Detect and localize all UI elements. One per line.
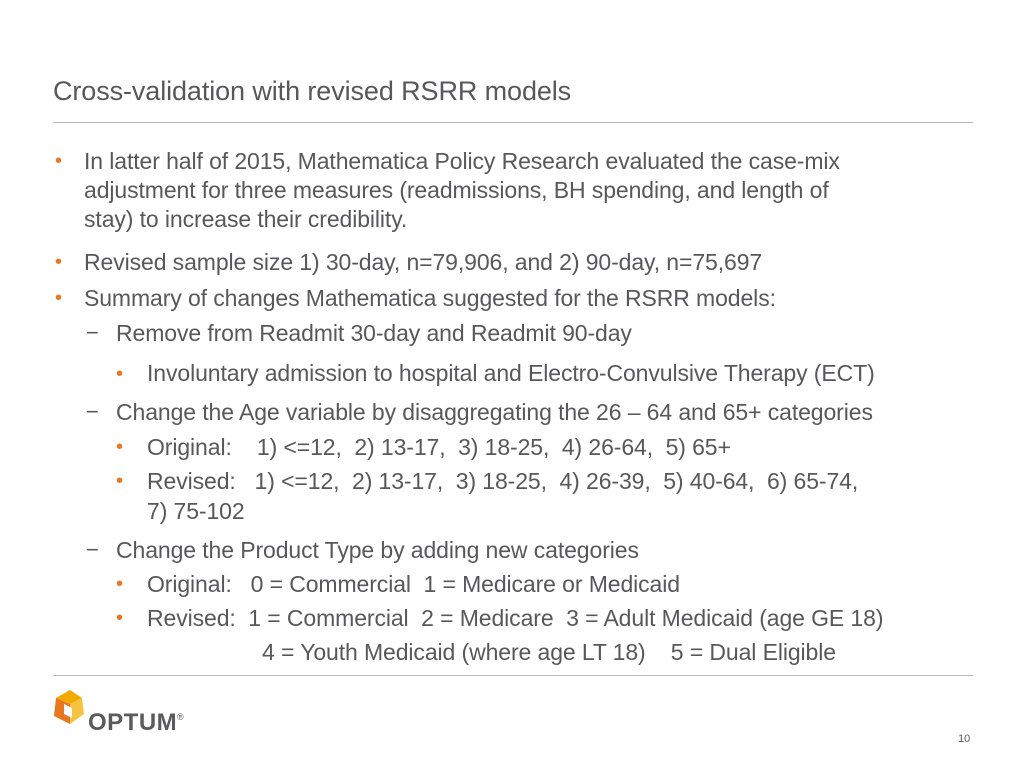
bullet-marker: • <box>116 573 124 595</box>
bullet-marker: • <box>116 607 124 629</box>
bullet-1-line-3: stay) to increase their credibility. <box>84 206 408 232</box>
footer-divider <box>53 675 973 676</box>
dash-marker: − <box>86 320 99 345</box>
title-divider <box>53 122 973 123</box>
sub-item-1: Remove from Readmit 30-day and Readmit 90-day <box>116 320 632 346</box>
sub-item-2-bullet-1: Original: 1) <=12, 2) 13-17, 3) 18-25, 4) 26-64, 5) 65+ <box>147 434 731 460</box>
sub-item-2: Change the Age variable by disaggregating the 26 – 64 and 65+ categories <box>116 399 873 425</box>
sub-item-3-bullet-2-line-2: 4 = Youth Medicaid (where age LT 18) 5 = Dual Eligible <box>262 639 836 665</box>
bullet-marker: • <box>55 150 63 172</box>
sub-item-1-bullet-1: Involuntary admission to hospital and Electro-Convulsive Therapy (ECT) <box>147 360 875 386</box>
dash-marker: − <box>86 399 99 424</box>
slide-title: Cross-validation with revised RSRR models <box>53 76 572 106</box>
bullet-marker: • <box>116 363 124 385</box>
sub-item-2-bullet-2-line-1: Revised: 1) <=12, 2) 13-17, 3) 18-25, 4) 26-39, 5) 40-64, 6) 65-74, <box>147 468 859 494</box>
sub-item-2-bullet-2-line-2: 7) 75-102 <box>147 498 245 524</box>
logo-wordmark: OPTUM <box>88 709 178 736</box>
bullet-marker: • <box>55 251 63 273</box>
page-number: 10 <box>958 733 971 745</box>
bullet-1-line-1: In latter half of 2015, Mathematica Policy Research evaluated the case-mix <box>84 148 840 174</box>
sub-item-3-bullet-2-line-1: Revised: 1 = Commercial 2 = Medicare 3 = Adult Medicaid (age GE 18) <box>147 605 884 631</box>
bullet-marker: • <box>55 287 63 309</box>
bullet-3: Summary of changes Mathematica suggested for the RSRR models: <box>84 285 776 311</box>
bullet-marker: • <box>116 470 124 492</box>
sub-item-3: Change the Product Type by adding new categories <box>116 537 639 563</box>
sub-item-3-bullet-1: Original: 0 = Commercial 1 = Medicare or Medicaid <box>147 571 680 597</box>
logo-registered-mark: ® <box>177 712 184 722</box>
bullet-2: Revised sample size 1) 30-day, n=79,906, and 2) 90-day, n=75,697 <box>84 249 763 275</box>
dash-marker: − <box>86 537 99 562</box>
bullet-marker: • <box>116 436 124 458</box>
bullet-1-line-2: adjustment for three measures (readmissions, BH spending, and length of <box>84 177 829 203</box>
